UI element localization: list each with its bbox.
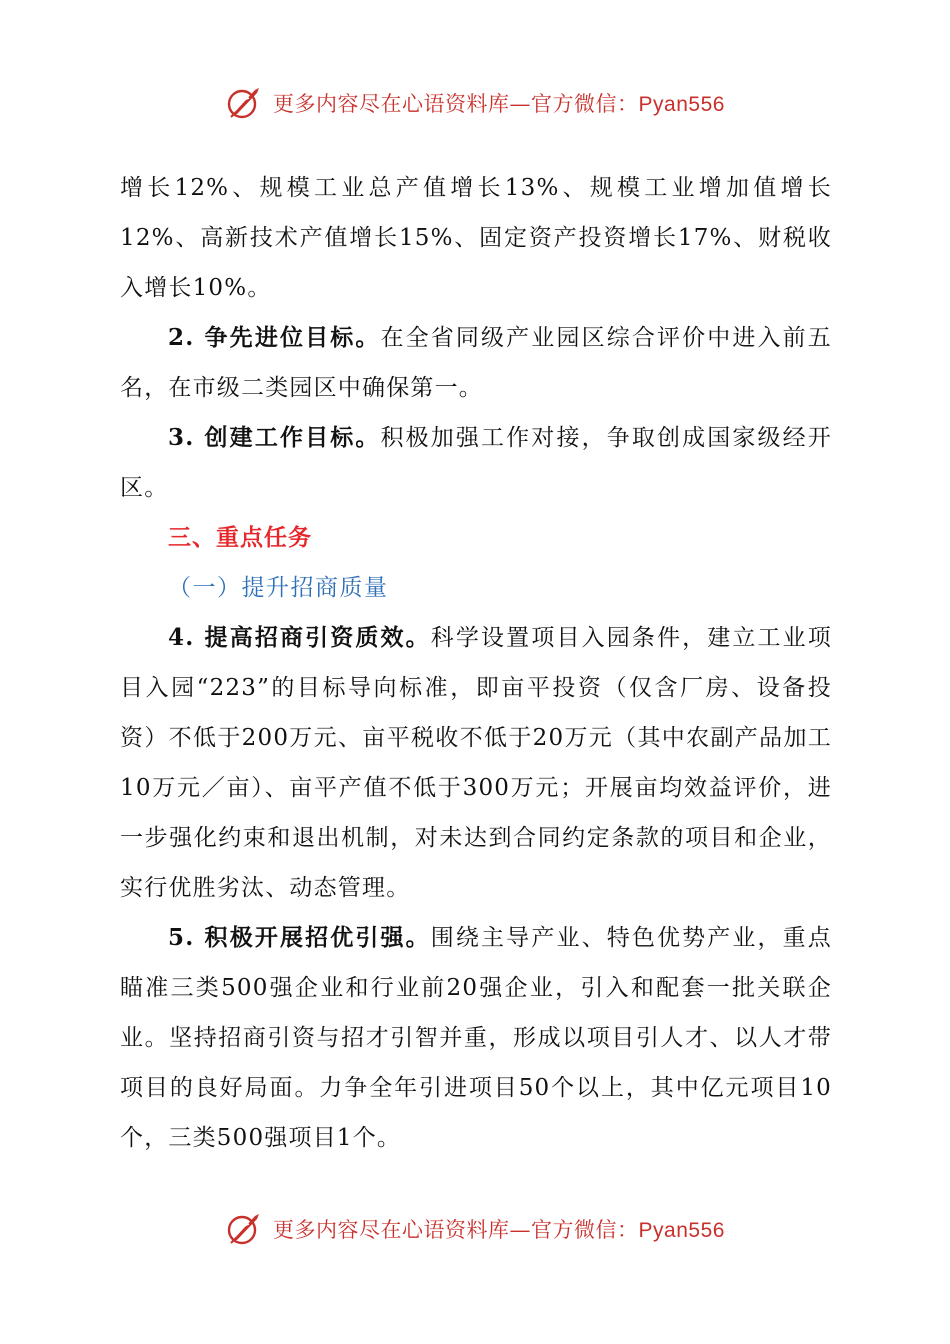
paragraph-text: 积极加强工作对接，争取创成国家级经开区。 — [120, 425, 832, 501]
watermark-footer — [0, 1210, 950, 1248]
subsection-heading: （一）提升招商质量 — [168, 575, 389, 601]
paragraph-investment-quality — [120, 613, 832, 913]
paragraph-lead: 3. 创建工作目标。 — [168, 424, 381, 451]
paragraph-text: 科学设置项目入园条件，建立工业项目入园“223”的目标导向标准，即亩平投资（仅含厂房、设备投资）不低于200万元、亩平税收不低于20万元（其中农副产品加工10万元／亩）、亩平产值不低于300万元；开展亩均效益评价，进一步强化约束和退出机制，对未达到合同约定条款的项目和企业，实行优胜劣汰、动态管理。 — [120, 625, 833, 901]
document-body — [120, 163, 832, 1163]
quill-logo-icon — [225, 1210, 263, 1248]
paragraph-creation-target — [120, 413, 832, 513]
watermark-handle: Pyan556 — [638, 93, 725, 116]
section-heading: 三、重点任务 — [168, 525, 312, 551]
watermark-text: 更多内容尽在心语资料库—官方微信：Pyan556 — [273, 92, 725, 116]
paragraph-attract-strong — [120, 913, 832, 1163]
watermark-handle: Pyan556 — [638, 1219, 725, 1242]
watermark-text: 更多内容尽在心语资料库—官方微信：Pyan556 — [273, 1218, 725, 1242]
paragraph-lead: 5. 积极开展招优引强。 — [168, 924, 431, 951]
paragraph-text: 在全省同级产业园区综合评价中进入前五名，在市级二类园区中确保第一。 — [120, 325, 832, 401]
paragraph-lead: 2. 争先进位目标。 — [168, 324, 381, 351]
quill-logo-icon — [225, 84, 263, 122]
paragraph-lead: 4. 提高招商引资质效。 — [168, 624, 431, 651]
paragraph-growth-targets: 增长12%、规模工业总产值增长13%、规模工业增加值增长12%、高新技术产值增长15%、固定资产投资增长17%、财税收入增长10%。 — [120, 175, 832, 301]
paragraph-ranking-target — [120, 313, 832, 413]
paragraph-text: 围绕主导产业、特色优势产业，重点瞄准三类500强企业和行业前20强企业，引入和配套一批关联企业。坚持招商引资与招才引智并重，形成以项目引人才、以人才带项目的良好局面。力争全年引进项目50个以上，其中亿元项目10个，三类500强项目1个。 — [120, 925, 833, 1151]
watermark-header — [0, 84, 950, 122]
